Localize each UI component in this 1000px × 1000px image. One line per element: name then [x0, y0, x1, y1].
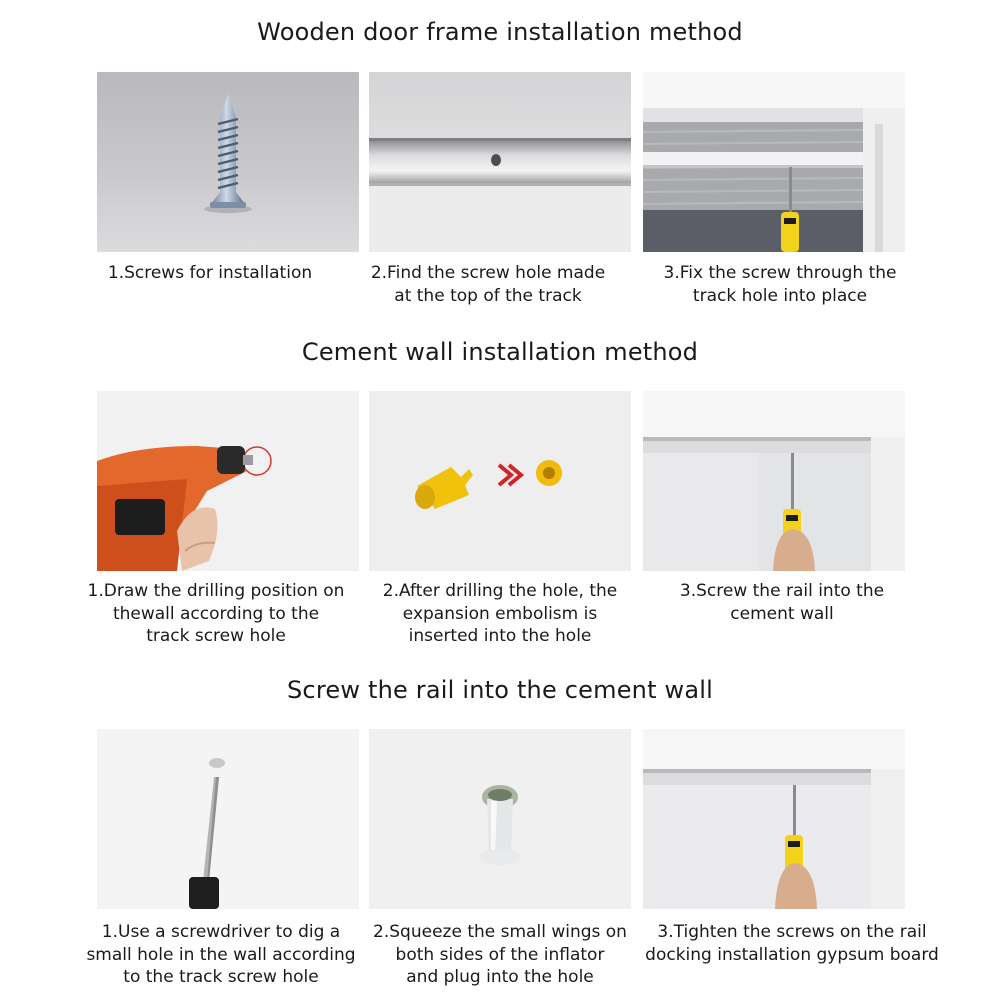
- caption-wood-step-3: 3.Fix the screw through the track hole into place: [663, 263, 897, 306]
- caption-cement-step-1: 1.Draw the drilling position on thewall according to the track screw hole: [87, 581, 345, 646]
- caption-wood-step-2: 2.Find the screw hole made at the top of the track: [370, 263, 606, 306]
- section-title-screw-rail: Screw the rail into the cement wall: [287, 676, 713, 704]
- caption-screw-rail-step-3: 3.Tighten the screws on the rail docking installation gypsum board: [645, 922, 939, 965]
- screw-rail-wall-photo: [643, 391, 905, 571]
- anchor-photo: [369, 391, 631, 571]
- caption-wood-step-1: 1.Screws for installation: [107, 263, 313, 283]
- inflator-plug-photo: [369, 729, 631, 909]
- tighten-rail-photo: [643, 729, 905, 909]
- section-title-wooden-frame: Wooden door frame installation method: [257, 18, 743, 46]
- fix-screw-frame-photo: [643, 72, 905, 252]
- screwdriver-dig-photo: [97, 729, 359, 909]
- track-hole-photo: [369, 72, 631, 252]
- caption-screw-rail-step-1: 1.Use a screwdriver to dig a small hole in the wall according to the track screw hole: [86, 922, 356, 987]
- drill-photo: [97, 391, 359, 571]
- caption-screw-rail-step-2: 2.Squeeze the small wings on both sides of the inflator and plug into the hole: [373, 922, 627, 987]
- screw-photo: [97, 72, 359, 252]
- caption-cement-step-2: 2.After drilling the hole, the expansion embolism is inserted into the hole: [382, 581, 618, 646]
- caption-cement-step-3: 3.Screw the rail into the cement wall: [679, 581, 885, 624]
- section-title-cement-wall: Cement wall installation method: [301, 338, 699, 366]
